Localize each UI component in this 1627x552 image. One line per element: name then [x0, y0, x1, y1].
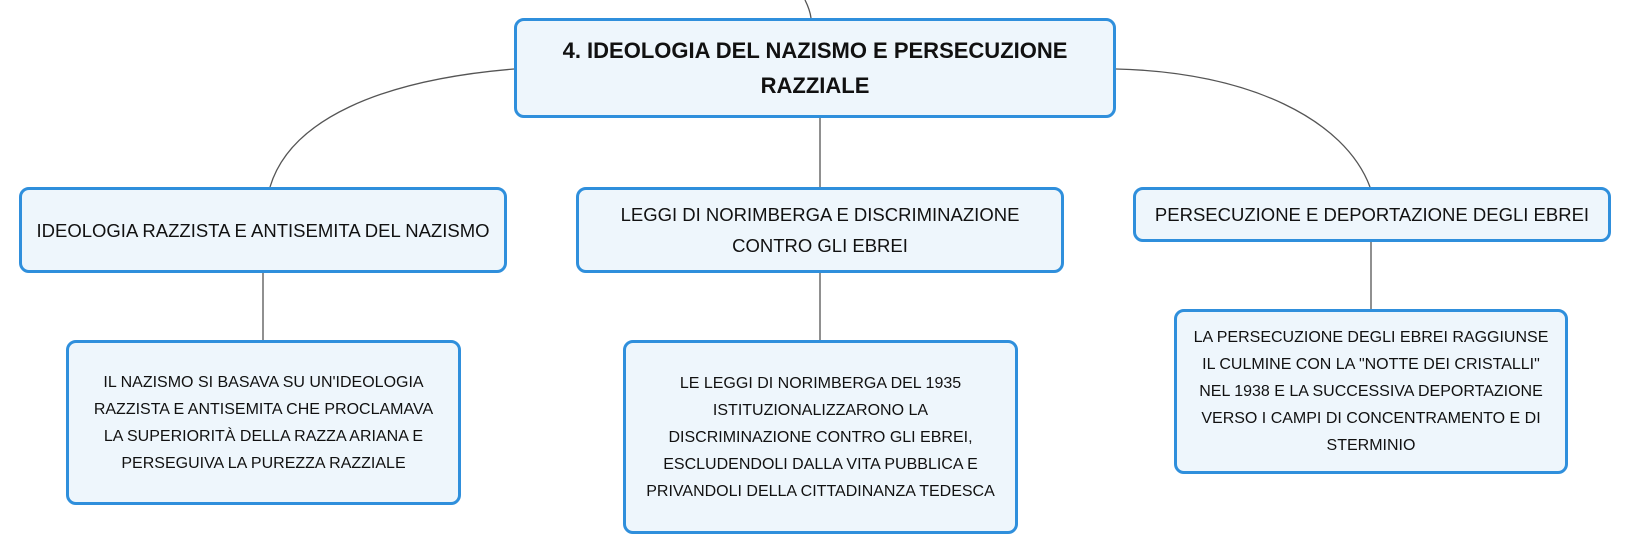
- detail-topic-text: IL NAZISMO SI BASAVA SU UN'IDEOLOGIA RAZZISTA E ANTISEMITA CHE PROCLAMAVA LA SUPERIORITÀ DELLA RAZZA ARIANA E PERSEGUIVA LA PUREZZA RAZZIALE: [93, 373, 434, 472]
- branch-topic-persecution[interactable]: [1133, 187, 1611, 242]
- connector-parent-to-root: [805, 0, 811, 18]
- detail-topic-ideology[interactable]: [66, 340, 461, 505]
- branch-topic-label: LEGGI DI NORIMBERGA E DISCRIMINAZIONE CONTRO GLI EBREI: [620, 204, 1020, 256]
- branch-topic-ideology[interactable]: [19, 187, 507, 273]
- connector-root-to-branch-1: [270, 69, 514, 187]
- detail-topic-nuremberg-laws[interactable]: [623, 340, 1018, 534]
- root-topic-label: 4. IDEOLOGIA DEL NAZISMO E PERSECUZIONE RAZZIALE: [562, 38, 1068, 98]
- detail-topic-text: LA PERSECUZIONE DEGLI EBREI RAGGIUNSE IL CULMINE CON LA "NOTTE DEI CRISTALLI" NEL 1938 E LA SUCCESSIVA DEPORTAZIONE VERSO I CAMPI DI CONCENTRAMENTO E DI STERMINIO: [1193, 329, 1549, 454]
- detail-topic-persecution[interactable]: [1174, 309, 1568, 474]
- branch-topic-label: PERSECUZIONE E DEPORTAZIONE DEGLI EBREI: [1154, 204, 1590, 225]
- root-topic[interactable]: [514, 18, 1116, 118]
- branch-topic-nuremberg-laws[interactable]: [576, 187, 1064, 273]
- connector-root-to-branch-3: [1116, 69, 1370, 187]
- detail-topic-text: LE LEGGI DI NORIMBERGA DEL 1935 ISTITUZIONALIZZARONO LA DISCRIMINAZIONE CONTRO GLI EBREI, ESCLUDENDOLI DALLA VITA PUBBLICA E PRIVANDOLI DELLA CITTADINANZA TEDESCA: [646, 374, 995, 500]
- branch-topic-label: IDEOLOGIA RAZZISTA E ANTISEMITA DEL NAZISMO: [36, 219, 490, 241]
